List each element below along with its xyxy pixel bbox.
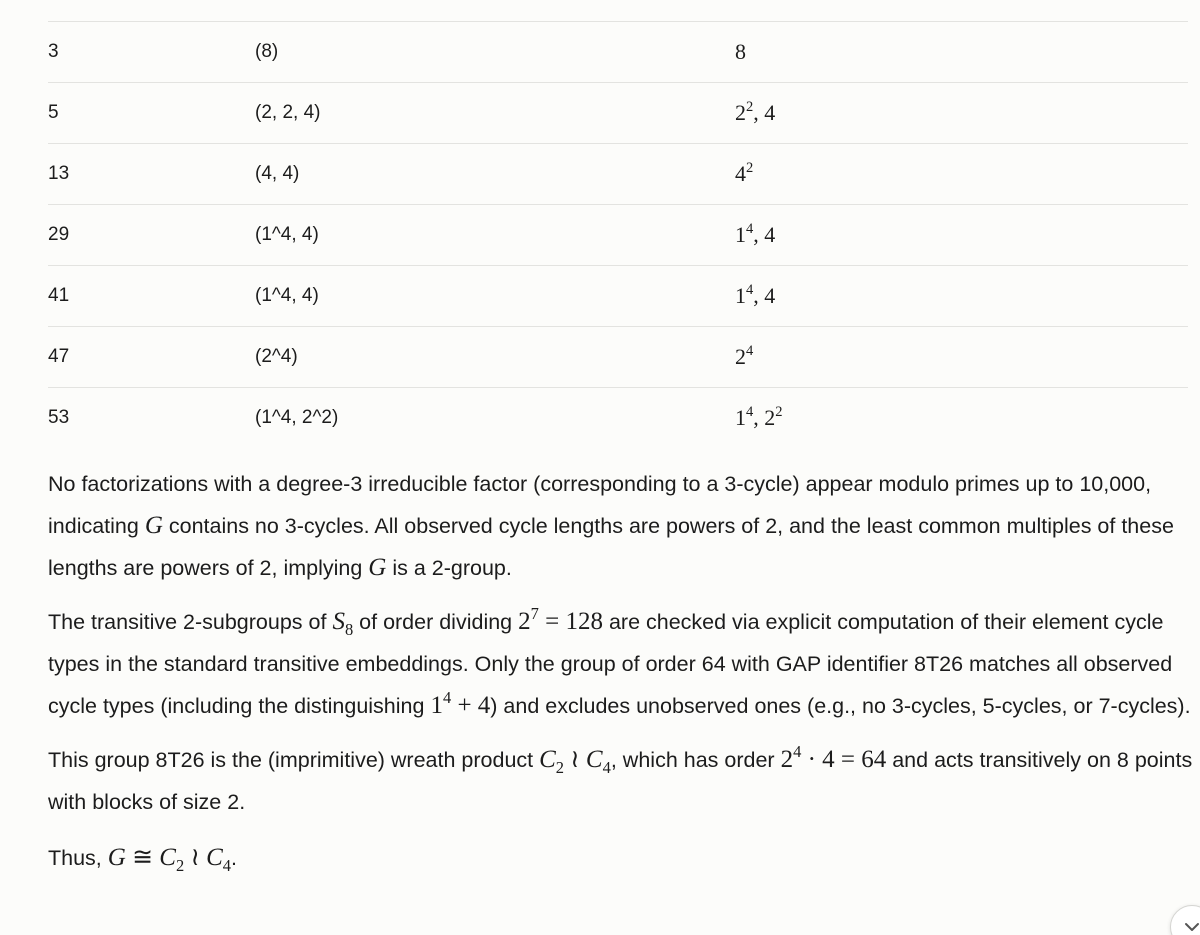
factorization-cell: (4, 4) [255,163,300,184]
cycle-type-cell: $1^4$, 4 [735,220,776,247]
factorization-table [48,21,1188,448]
cycle-type-cell: $4^2$ [735,159,754,186]
table-row [48,22,1188,83]
prime-cell: 53 [48,407,70,428]
scroll-down-button[interactable] [1170,905,1200,935]
table-row [48,205,1188,266]
cycle-type-cell: $1^4$, $2^2$ [735,403,783,430]
factorization-cell: (2^4) [255,346,298,367]
factorization-cell: (1^4, 4) [255,285,319,306]
math-g: G [144,512,163,539]
table-body [48,22,1188,449]
paragraph-transitive-subgroups: The transitive 2-subgroups of $S_8$ of order dividing $2^7 = 128$ are checked via explicit computation of their element cycle types in the standard transitive embeddings. Only the group of order 64 with GAP identifier 8T26 matches all observed cycle types (including the distinguishing $1^4 + 4$) and excludes unobserved ones (e.g., no 3-cycles, 5-cycles, or 7-cycles). [48,603,1191,719]
table-row [48,144,1188,205]
math-wreath: $C_2$ ≀ $C_4$ [539,746,611,777]
factorization-cell: (2, 2, 4) [255,102,321,123]
table-row [48,327,1188,388]
paragraph-wreath-product: This group 8T26 is the (imprimitive) wreath product $C_2$ ≀ $C_4$, which has order $2^4 \cdot 4 = 64$ and acts transitively on 8 points with blocks of size 2. [48,741,1193,814]
math-order-bound: $2^7 = 128$ [518,603,603,635]
prime-cell: 29 [48,224,70,245]
prime-cell: 13 [48,163,70,184]
chevron-down-icon [1179,914,1200,935]
factorization-cell: (1^4, 2^2) [255,407,339,428]
factorization-cell: (8) [255,41,279,62]
prime-cell: 5 [48,102,59,123]
math-order: $2^4 \cdot 4 = 64$ [780,741,887,773]
cycle-type-cell: $1^4$, 4 [735,281,776,308]
math-g: G [368,554,387,581]
cycle-type-cell: 8 [735,39,746,64]
cycle-type-cell: $2^2$, 4 [735,98,776,125]
prime-cell: 3 [48,41,59,62]
prime-cell: 41 [48,285,70,306]
cycle-type-cell: $2^4$ [735,342,754,369]
factorization-cell: (1^4, 4) [255,224,319,245]
prose [48,463,1193,891]
table-row [48,266,1188,327]
paragraph-no-3-cycles: No factorizations with a degree-3 irreducible factor (corresponding to a 3-cycle) appear modulo primes up to 10,000, indicating G contains no 3-cycles. All observed cycle lengths are powers of 2, and the least common multiples of these lengths are powers of 2, implying G is a 2-group. [48,472,1174,581]
table-row [48,83,1188,144]
math-conclusion: G ≅ $C_2$ ≀ $C_4$ [107,844,232,875]
math-s8: $S_8$ [332,608,354,639]
paragraph-conclusion: Thus, G ≅ $C_2$ ≀ $C_4$. [48,844,237,875]
math-cycle-type: $1^4 + 4$ [430,687,491,719]
prime-cell: 47 [48,346,70,367]
table-row [48,388,1188,449]
